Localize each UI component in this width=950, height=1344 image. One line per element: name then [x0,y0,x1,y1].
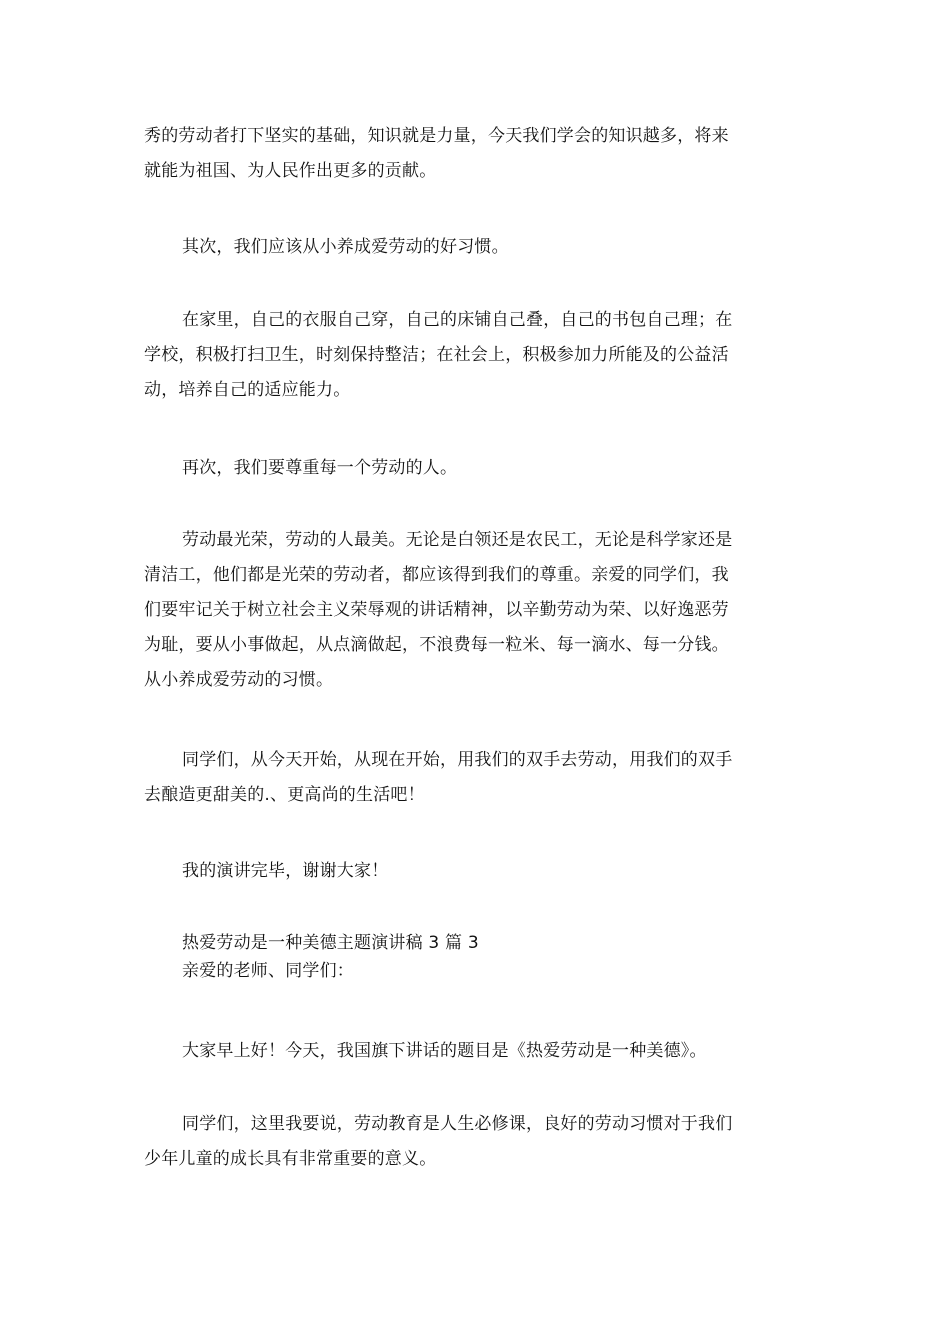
paragraph-morning-greeting [144,1034,808,1069]
paragraph-call-to-action [144,743,808,813]
text-line: 劳动最光荣，劳动的人最美。无论是白领还是农民工，无论是科学家还是 [182,530,733,550]
text-line: 大家早上好！今天，我国旗下讲话的题目是《热爱劳动是一种美德》。 [182,1041,707,1061]
text-line: 在家里，自己的衣服自己穿，自己的床铺自己叠，自己的书包自己理；在 [182,310,733,330]
text-line: 动，培养自己的适应能力。 [144,380,351,400]
text-line: 从小养成爱劳动的习惯。 [144,670,334,690]
paragraph-habits [144,303,808,408]
text-line: 少年儿童的成长具有非常重要的意义。 [144,1149,437,1169]
paragraph-closing [144,854,808,889]
text-line: 就能为祖国、为人民作出更多的贡献。 [144,161,437,181]
text-line: 再次，我们要尊重每一个劳动的人。 [182,458,458,478]
paragraph-labor-education [144,1107,808,1177]
paragraph-second-point [144,230,808,265]
text-line: 去酿造更甜美的.、更高尚的生活吧！ [144,785,425,805]
text-line: 学校，积极打扫卫生，时刻保持整洁；在社会上，积极参加力所能及的公益活 [144,345,729,365]
text-line: 同学们，这里我要说，劳动教育是人生必修课，良好的劳动习惯对于我们 [182,1114,733,1134]
text-line: 清洁工，他们都是光荣的劳动者，都应该得到我们的尊重。亲爱的同学们，我 [144,565,729,585]
text-line: 们要牢记关于树立社会主义荣辱观的讲话精神，以辛勤劳动为荣、以好逸恶劳 [144,600,729,620]
paragraph-foundation-knowledge [144,119,808,189]
text-line: 我的演讲完毕，谢谢大家！ [182,861,389,881]
text-line: 同学们，从今天开始，从现在开始，用我们的双手去劳动，用我们的双手 [182,750,733,770]
greeting-line: 亲爱的老师、同学们： [182,961,354,981]
paragraph-third-point [144,451,808,486]
text-line: 秀的劳动者打下坚实的基础，知识就是力量，今天我们学会的知识越多，将来 [144,126,729,146]
text-line: 为耻，要从小事做起，从点滴做起，不浪费每一粒米、每一滴水、每一分钱。 [144,635,729,655]
section-title: 热爱劳动是一种美德主题演讲稿 3 篇 3 [182,933,479,953]
text-line: 其次，我们应该从小养成爱劳动的好习惯。 [182,237,509,257]
section-heading-speech-3 [144,929,808,985]
paragraph-respect-labor [144,523,808,698]
